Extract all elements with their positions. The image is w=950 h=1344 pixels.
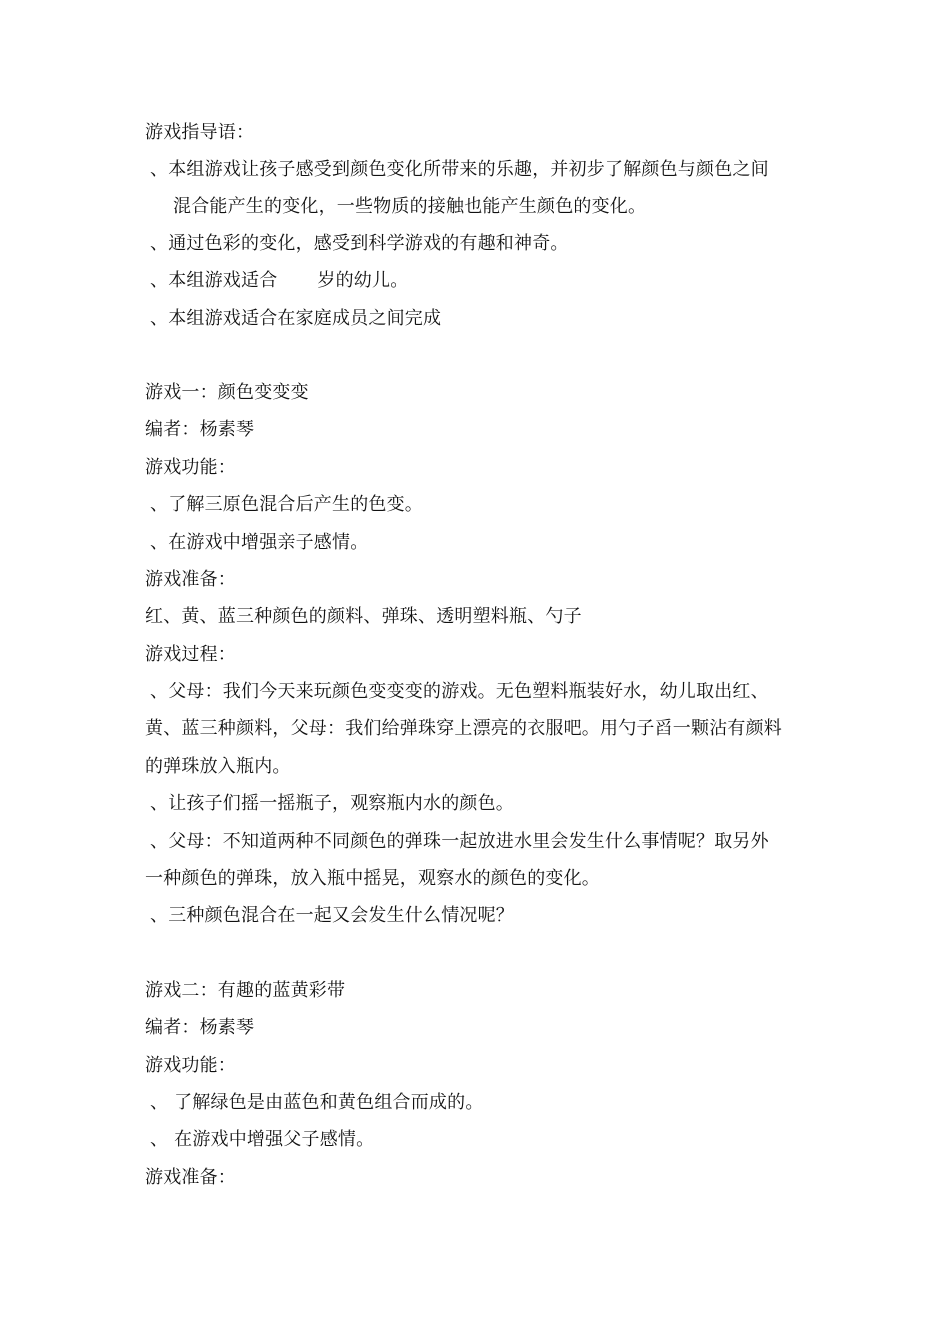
game1-step-4: 、三种颜色混合在一起又会发生什么情况呢？ xyxy=(150,905,514,926)
game1-function-1: 、了解三原色混合后产生的色变。 xyxy=(150,494,423,515)
guide-item-3-part-2: 岁的幼儿。 xyxy=(317,270,409,291)
guide-item-3 xyxy=(150,269,408,293)
game1-process-heading: 游戏过程： xyxy=(145,644,236,665)
game1-prep-text: 红、黄、蓝三种颜色的颜料、弹珠、透明塑料瓶、勺子 xyxy=(145,606,582,627)
game1-author: 编者：杨素琴 xyxy=(145,419,255,440)
game2-prep-heading: 游戏准备： xyxy=(145,1167,236,1188)
game2-title: 游戏二：有趣的蓝黄彩带 xyxy=(145,980,346,1001)
game1-prep-heading: 游戏准备： xyxy=(145,569,236,590)
game2-function-1: 、 了解绿色是由蓝色和黄色组合而成的。 xyxy=(150,1092,484,1113)
guide-item-3-part-1: 、本组游戏适合 xyxy=(150,270,278,291)
game1-title: 游戏一：颜色变变变 xyxy=(145,382,309,403)
guide-item-4: 、本组游戏适合在家庭成员之间完成 xyxy=(150,308,442,329)
game1-function-heading: 游戏功能： xyxy=(145,457,236,478)
game1-step-2: 、让孩子们摇一摇瓶子，观察瓶内水的颜色。 xyxy=(150,793,514,814)
guide-item-1-line-1: 、本组游戏让孩子感受到颜色变化所带来的乐趣，并初步了解颜色与颜色之间 xyxy=(150,159,769,180)
game2-author: 编者：杨素琴 xyxy=(145,1017,255,1038)
game2-function-heading: 游戏功能： xyxy=(145,1055,236,1076)
guide-item-2: 、通过色彩的变化，感受到科学游戏的有趣和神奇。 xyxy=(150,233,569,254)
game1-step-1-line-3: 的弹珠放入瓶内。 xyxy=(145,756,291,777)
guide-item-1-line-2: 混合能产生的变化，一些物质的接触也能产生颜色的变化。 xyxy=(173,196,647,217)
game1-function-2: 、在游戏中增强亲子感情。 xyxy=(150,532,369,553)
game1-step-3-line-1: 、父母：不知道两种不同颜色的弹珠一起放进水里会发生什么事情呢？取另外 xyxy=(150,831,769,852)
game2-function-2: 、 在游戏中增强父子感情。 xyxy=(150,1129,375,1150)
guide-heading: 游戏指导语： xyxy=(145,122,255,143)
game1-step-1-line-2: 黄、蓝三种颜料，父母：我们给弹珠穿上漂亮的衣服吧。用勺子舀一颗沾有颜料 xyxy=(145,718,782,739)
game1-step-1-line-1: 、父母：我们今天来玩颜色变变变的游戏。无色塑料瓶装好水，幼儿取出红、 xyxy=(150,681,769,702)
game1-step-3-line-2: 一种颜色的弹珠，放入瓶中摇晃，观察水的颜色的变化。 xyxy=(145,868,600,889)
